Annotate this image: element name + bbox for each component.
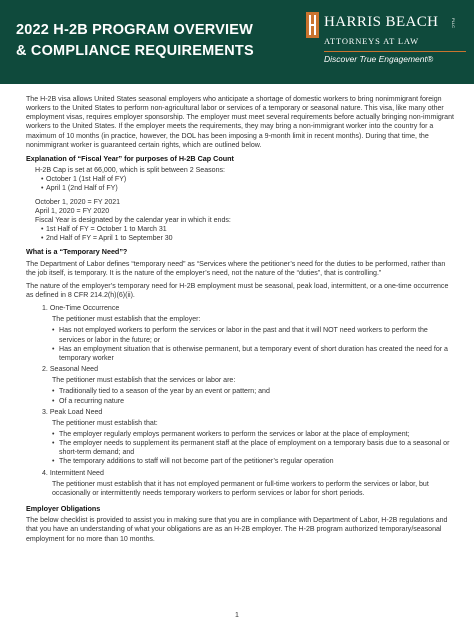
employer-obligations-heading: Employer Obligations [26,504,101,514]
peak-load-list [26,430,454,467]
fy-line: October 1, 2020 = FY 2021 [35,198,121,206]
list-item: • The temporary additions to staff will not become part of the petitioner’s regular operation [26,457,454,466]
list-item: • 2nd Half of FY = April 1 to September 30 [26,234,454,243]
intermittent-label: 4. Intermittent Need [42,469,104,477]
fiscal-halves-list [26,225,454,243]
document-body [26,95,454,548]
list-item: • Of a recurring nature [26,397,454,406]
list-item: • April 1 (2nd Half of FY) [26,184,454,193]
list-item: • The employer needs to supplement its permanent staff at the place of employment on a temporary basis due to a seasonal or short-term demand; and [26,439,454,457]
temporary-definition: The Department of Labor defines “temporary need” as “Services where the petitioner’s need for the duties to be performed, rather than the job itself, is temporary. It is the nature of the employer’s need, not the nature of the “duties”, that is controlling.” [26,260,446,277]
fy-line: Fiscal Year is designated by the calendar year in which it ends: [35,216,231,224]
seasonal-intro: The petitioner must establish that the services or labor are: [52,377,236,385]
page-title [16,20,254,62]
intro-paragraph: The H-2B visa allows United States seasonal employers who anticipate a shortage of domestic workers to bring nonimmigrant foreign workers to the United States to perform non-agricultural labor or services of a temporary or seasonal nature. This visa, like many other employment visas, requires employer sponsorship. The employer must meet several requirements before actually bringing non-immigrant workers to the United States. If the employer meets the requirements, they may bring a non-immigrant worker into the country for a maximum of 10 months (in practice, however, the DOL has been imposing a 9-month limit in recent months). During that time, the nonimmigrant worker is guaranteed certain rights, which are outlined below. [26,96,454,149]
logo-subtitle: ATTORNEYS AT LAW [324,36,419,46]
fy-line: April 1, 2020 = FY 2020 [35,207,110,215]
seasonal-list [26,387,454,405]
page-header [0,0,474,84]
harris-beach-logo [306,10,466,74]
seasonal-label: 2. Seasonal Need [42,366,99,374]
list-item: • Has an employment situation that is otherwise permanent, but a temporary event of short duration has created the need for a temporary worker [26,345,454,363]
list-item: • The employer regularly employs permanent workers to perform the services or labor at the place of employment; [26,430,454,439]
intermittent-intro: The petitioner must establish that it has not employed permanent or full-time workers to perform the services or labor, but occasionally or intermittently needs temporary workers to perform services or labor for short periods. [52,480,429,497]
logo-pllc: PLLC [451,18,456,29]
title-line-1: 2022 H-2B PROGRAM OVERVIEW [16,22,253,38]
peak-load-label: 3. Peak Load Need [42,408,103,416]
list-item: • Traditionally tied to a season of the year by an event or pattern; and [26,387,454,396]
temporary-nature: The nature of the employer’s temporary need for H-2B employment must be seasonal, peak load, intermittent, or a one-time occurrence as defined in 8 CFR 214.2(h)(6)(ii). [26,282,449,299]
peak-load-intro: The petitioner must establish that: [52,419,158,427]
list-item: • October 1 (1st Half of FY) [26,175,454,184]
employer-obligations-paragraph: The below checklist is provided to assist you in making sure that you are in compliance with Department of Labor, H-2B regulations and that you have an understanding of what your obligations are as an H-2B employer. The H-2B program authorized temporary/seasonal employment for no more than 10 months. [26,517,448,543]
list-item: • 1st Half of FY = October 1 to March 31 [26,225,454,234]
one-time-label: 1. One-Time Occurrence [42,305,120,313]
page-number: 1 [235,612,239,619]
fiscal-year-heading: Explanation of “Fiscal Year” for purposes of H-2B Cap Count [26,153,234,163]
one-time-intro: The petitioner must establish that the employer: [52,316,201,324]
logo-name: HARRIS BEACH [324,14,439,30]
temporary-need-heading: What is a “Temporary Need”? [26,247,128,257]
logo-divider [324,51,466,52]
list-item: • Has not employed workers to perform the services or labor in the past and that it will NOT need workers to perform the services or labor in the future; or [26,326,454,344]
season-list [26,175,454,193]
one-time-list [26,326,454,363]
title-line-2: & COMPLIANCE REQUIREMENTS [16,43,254,59]
cap-line: H-2B Cap is set at 66,000, which is split between 2 Seasons: [35,167,225,175]
logo-mark-icon [306,12,319,38]
logo-tagline: Discover True Engagement® [324,54,434,64]
